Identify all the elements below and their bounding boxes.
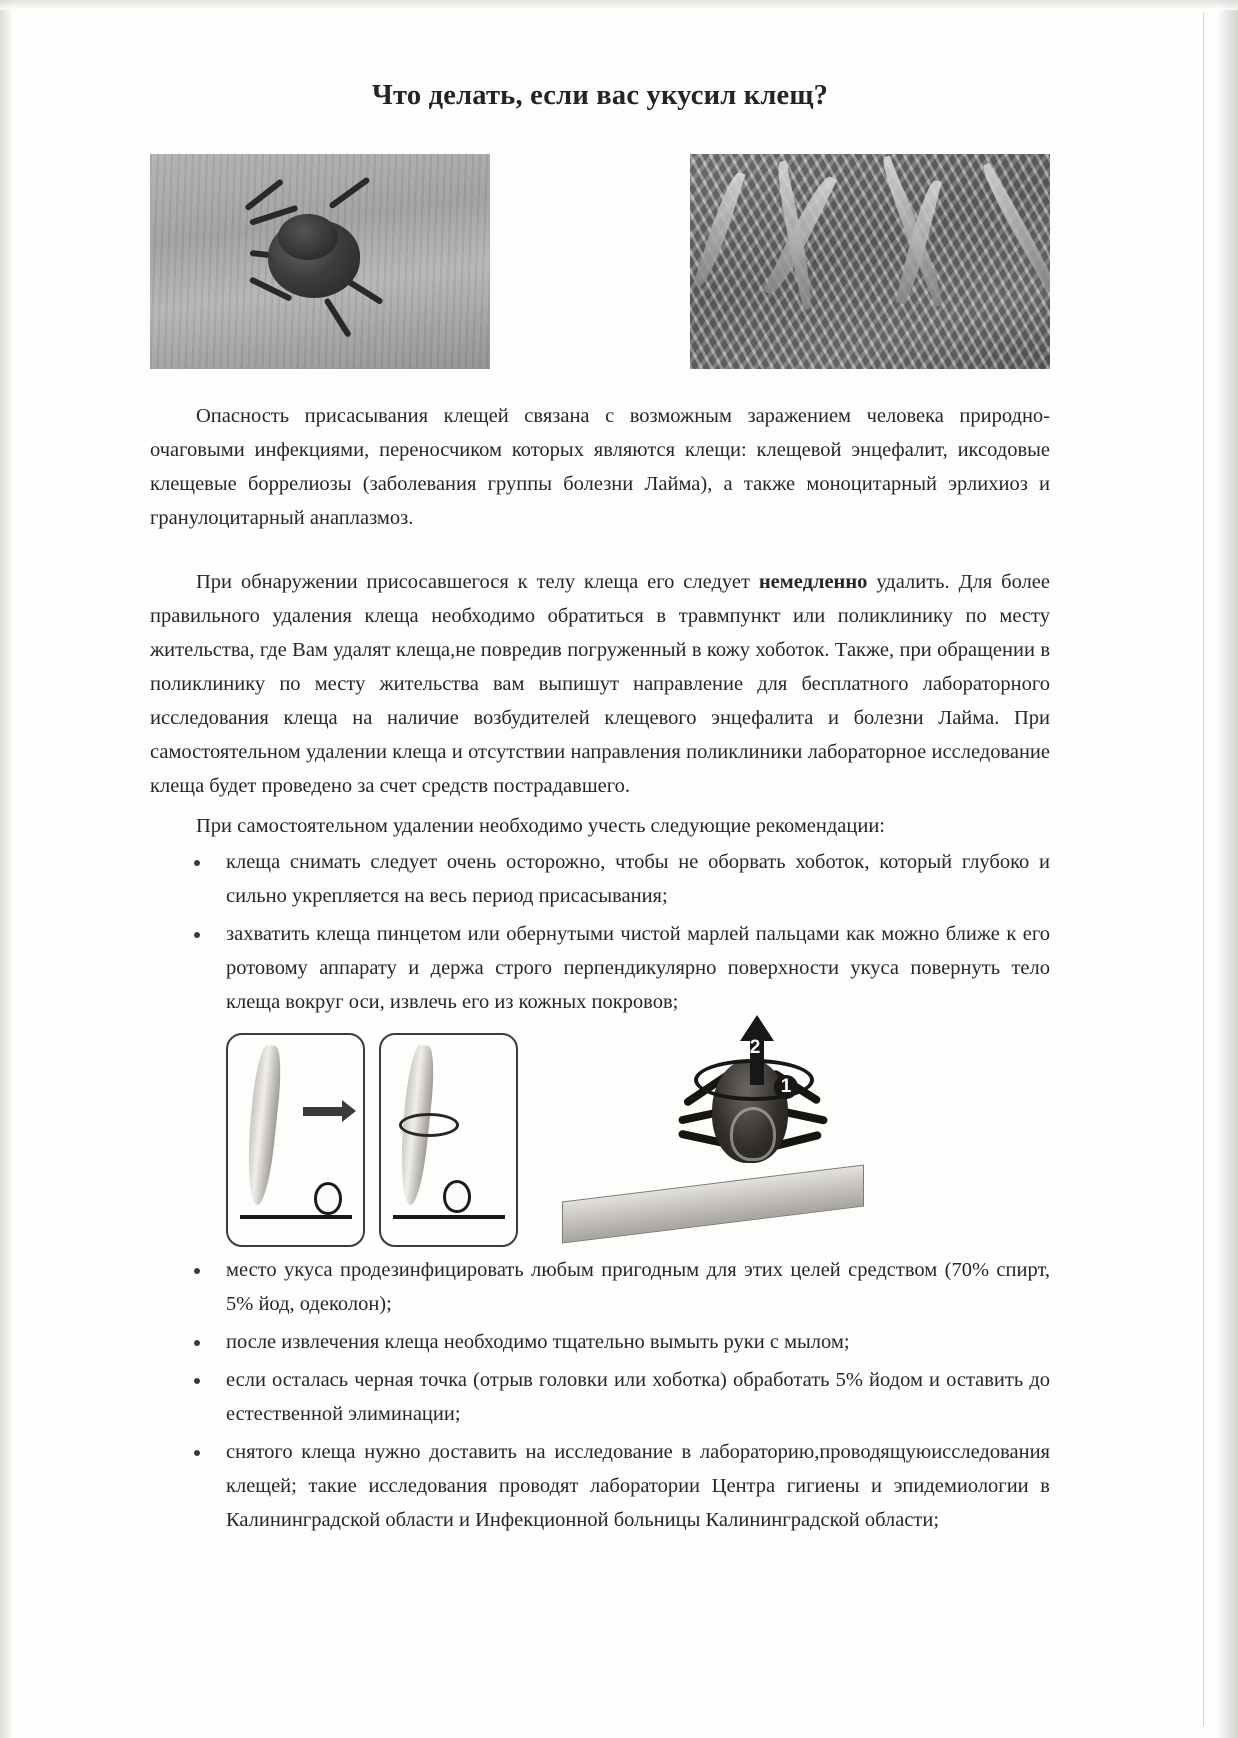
paragraph-removal-part1: При обнаружении присосавшегося к телу клеща его следует: [196, 571, 759, 593]
skin-surface: [562, 1164, 864, 1243]
list-item: если осталась черная точка (отрыв головки или хоботка) обработать 5% йодом и оставить до естественной элиминации;: [150, 1363, 1050, 1431]
mini-tick-icon: [443, 1180, 471, 1213]
diagram-panel-2: [379, 1033, 518, 1247]
tick-shield-shape: [730, 1107, 776, 1161]
tick-leg-icon: [244, 178, 284, 211]
tick-photo: [150, 154, 490, 369]
paragraph-removal: [150, 565, 1050, 803]
scan-edge-right: [1216, 0, 1238, 1738]
leaf-shape: [977, 163, 1050, 293]
photo-row: [150, 154, 1050, 369]
recommendations-list-top: [150, 845, 1050, 1019]
mini-tick-icon: [314, 1182, 342, 1215]
diagram-panel-3: [562, 1033, 922, 1247]
scan-edge-top: [0, 0, 1238, 10]
diagram-panel-1: [226, 1033, 365, 1247]
arrow-right-icon: [303, 1107, 343, 1116]
skin-line: [393, 1215, 505, 1219]
document-content: [150, 60, 1050, 1541]
tick-leg-icon: [328, 176, 370, 209]
skin-line: [240, 1215, 352, 1219]
paragraph-recommendations-intro: При самостоятельном удалении необходимо учесть следующие рекомендации:: [196, 815, 885, 837]
step-badge-2: 2: [749, 1037, 761, 1058]
list-item: клеща снимать следует очень осторожно, чтобы не оборвать хоботок, который глубоко и сильно укрепляется на весь период присасывания;: [150, 845, 1050, 913]
list-item: после извлечения клеща необходимо тщательно вымыть руки с мылом;: [150, 1325, 1050, 1359]
list-item: место укуса продезинфицировать любым пригодным для этих целей средством (70% спирт, 5% йод, одеколон);: [150, 1253, 1050, 1321]
tweezer-icon: [242, 1044, 285, 1206]
recommendations-list-bottom: [150, 1253, 1050, 1537]
page-title: Что делать, если вас укусил клещ?: [371, 80, 829, 111]
scan-rule-right: [1203, 12, 1204, 1726]
tick-removal-diagram: [226, 1029, 1050, 1247]
leaf-shape: [693, 170, 745, 289]
paragraph-removal-emphasis: немедленно: [758, 571, 868, 593]
list-item: захватить клеща пинцетом или обернутыми чистой марлей пальцами как можно ближе к его ротовому аппарату и держа строго перпендикулярно поверхности укуса повернуть тело клеща вокруг оси, извлечь его из кожных покровов;: [150, 917, 1050, 1019]
paragraph-removal-part2: удалить. Для более правильного удаления клеща необходимо обратиться в травмпункт или поликлинику по месту жительства, где Вам удалят клеща,не повредив погруженный в кожу хоботок. Также, при обращении в поликлинику по месту жительства вам выпишут направление для бесплатного лабораторного исследования клеща на наличие возбудителей клещевого энцефалита и болезни Лайма. При самостоятельном удалении клеща и отсутствии направления поликлиники лабораторное исследование клеща будет проведено за счет средств пострадавшего.: [150, 571, 1050, 797]
tick-shield-shape: [278, 214, 338, 260]
step-badge-1: 1: [774, 1075, 798, 1099]
list-item: снятого клеща нужно доставить на исследование в лабораторию,проводящуюисследования клещей; такие исследования проводят лаборатории Центра гигиены и эпидемиологии в Калининградской области и Инфекционной больницы Калининградской области;: [150, 1435, 1050, 1537]
tick-leg-icon: [323, 297, 351, 337]
grass-photo: [690, 154, 1050, 369]
paragraph-danger: Опасность присасывания клещей связана с возможным заражением человека природно-очаговыми инфекциями, переносчиком которых являются клещи: клещевой энцефалит, иксодовые клещевые боррелиозы (заболевания группы болезни Лайма), а также моноцитарный эрлихиоз и гранулоцитарный анаплазмоз.: [150, 405, 1050, 529]
rotation-arrow-icon: [399, 1113, 459, 1137]
scan-edge-left: [0, 0, 14, 1738]
